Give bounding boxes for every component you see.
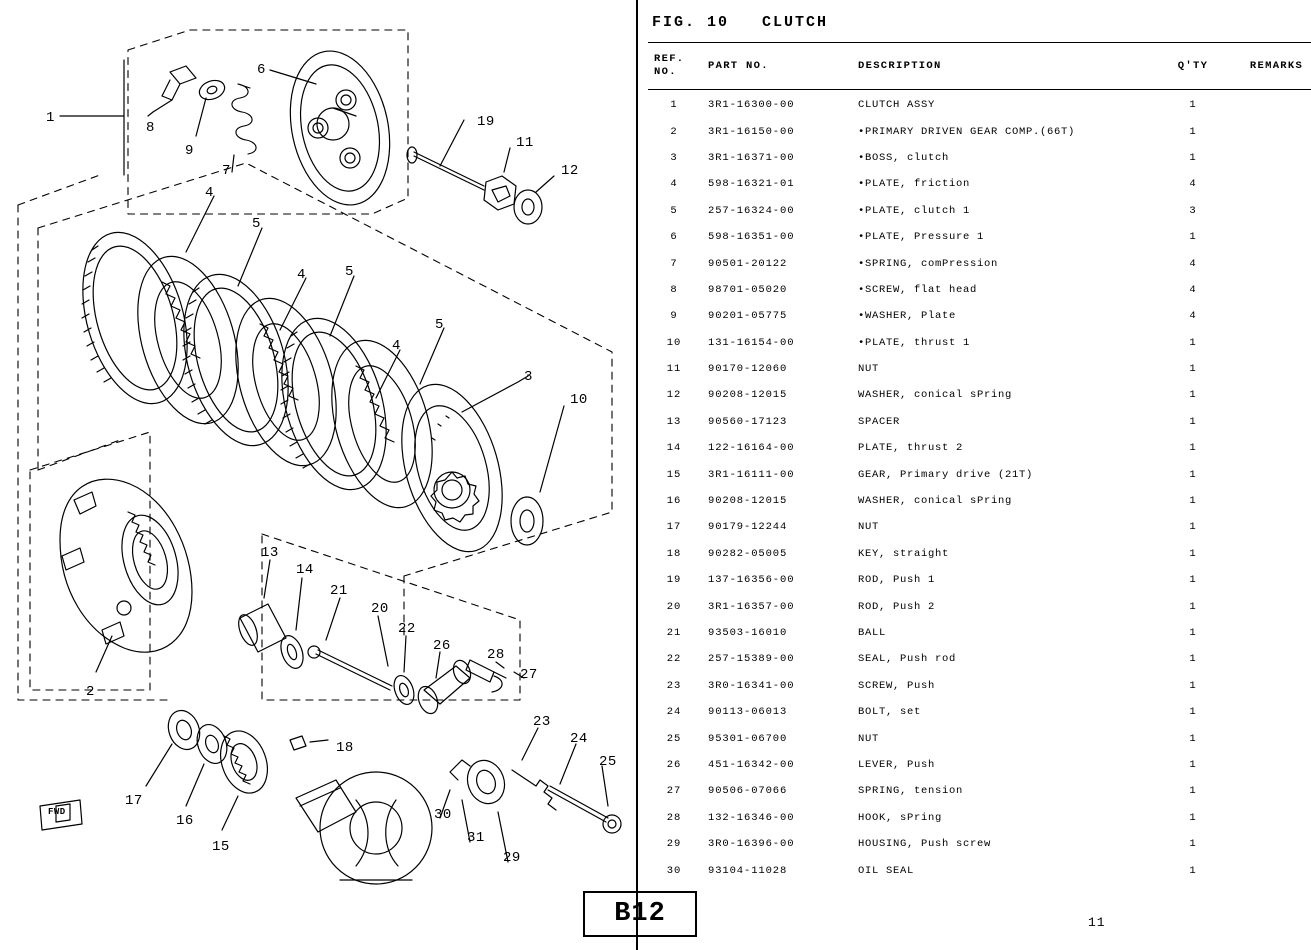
table-row (648, 620, 1311, 646)
figure-title: FIG. 10 CLUTCH (652, 14, 829, 31)
cell-qty: 1 (1189, 547, 1197, 560)
cell-ref-no: 7 (670, 257, 678, 270)
cell-ref-no: 24 (666, 706, 682, 719)
cell-ref-no: 26 (666, 758, 682, 771)
table-row (648, 277, 1311, 303)
callout-number: 21 (330, 583, 348, 599)
cell-ref-no: 10 (666, 336, 682, 349)
cell-description: •PLATE, Pressure 1 (858, 231, 985, 244)
cell-part-no: 93503-16010 (708, 627, 788, 639)
cell-part-no: 451-16342-00 (708, 758, 795, 771)
parts-table-panel (640, 0, 1311, 950)
parts-table-body (648, 90, 1311, 884)
parts-table-header (648, 43, 1311, 90)
cell-part-no: 90208-12015 (708, 389, 788, 402)
table-row (648, 382, 1311, 408)
cell-description: SCREW, Push (858, 679, 936, 692)
cell-description: ROD, Push 1 (858, 574, 936, 587)
cell-description: NUT (858, 521, 880, 534)
cell-qty: 1 (1189, 627, 1197, 639)
cell-ref-no: 12 (666, 389, 682, 402)
cell-qty: 1 (1189, 125, 1197, 138)
cell-remarks (1228, 303, 1311, 329)
callout-number: 29 (503, 850, 521, 866)
cell-qty: 4 (1189, 310, 1197, 323)
cell-part-no: 3R1-16111-00 (708, 468, 795, 481)
cell-ref-no: 23 (666, 679, 682, 692)
callout-number: 18 (336, 740, 354, 756)
callout-number: 25 (599, 754, 617, 770)
cell-part-no: 98701-05020 (708, 283, 788, 296)
cell-description: PLATE, thrust 2 (858, 442, 964, 455)
table-row (648, 752, 1311, 778)
cell-remarks (1228, 752, 1311, 778)
cell-part-no: 132-16346-00 (708, 811, 795, 824)
callout-number: 7 (222, 163, 231, 179)
callout-number: 28 (487, 647, 505, 663)
table-row (648, 435, 1311, 461)
callout-number: 5 (252, 216, 261, 232)
cell-ref-no: 21 (666, 627, 682, 639)
parts-table (648, 42, 1311, 884)
table-row (648, 514, 1311, 540)
cell-remarks (1228, 646, 1311, 672)
cell-remarks (1228, 725, 1311, 751)
cell-remarks (1228, 198, 1311, 224)
cell-remarks (1228, 488, 1311, 514)
cell-part-no: 598-16321-01 (708, 178, 795, 191)
callout-number: 11 (516, 135, 534, 151)
cell-remarks (1228, 171, 1311, 197)
cell-part-no: 131-16154-00 (708, 336, 795, 349)
cell-description: •PLATE, friction (858, 178, 971, 191)
table-row (648, 118, 1311, 144)
header-part-no: PART NO. (700, 43, 848, 90)
cell-qty: 1 (1189, 151, 1197, 164)
cell-ref-no: 27 (666, 785, 682, 798)
callout-number: 13 (261, 545, 279, 561)
callout-number: 9 (185, 143, 194, 159)
cell-remarks (1228, 90, 1311, 119)
cell-part-no: 598-16351-00 (708, 231, 795, 244)
cell-remarks (1228, 857, 1311, 883)
cell-part-no: 93104-11028 (708, 864, 788, 877)
callout-number: 6 (257, 62, 266, 78)
table-row (648, 145, 1311, 171)
cell-description: •WASHER, Plate (858, 310, 957, 323)
cell-qty: 1 (1189, 495, 1197, 508)
callout-number: 12 (561, 163, 579, 179)
cell-part-no: 90501-20122 (708, 257, 788, 270)
cell-ref-no: 19 (666, 574, 682, 587)
cell-part-no: 3R1-16150-00 (708, 125, 795, 138)
cell-description: •PRIMARY DRIVEN GEAR COMP.(66T) (858, 125, 1076, 138)
cell-remarks (1228, 620, 1311, 646)
cell-part-no: 3R0-16396-00 (708, 838, 795, 851)
cell-remarks (1228, 277, 1311, 303)
table-row (648, 409, 1311, 435)
cell-description: SPACER (858, 415, 901, 428)
table-row (648, 857, 1311, 883)
cell-remarks (1228, 593, 1311, 619)
cell-ref-no: 6 (670, 231, 678, 244)
cell-ref-no: 29 (666, 838, 682, 851)
cell-description: WASHER, conical sPring (858, 389, 1013, 402)
page-number: 11 (1088, 915, 1106, 930)
cell-qty: 4 (1189, 257, 1197, 270)
callout-number: 23 (533, 714, 551, 730)
section-code-label: B12 (614, 899, 666, 929)
cell-part-no: 90208-12015 (708, 495, 788, 508)
callout-number: 19 (477, 114, 495, 130)
callout-number: 24 (570, 731, 588, 747)
callout-number: 17 (125, 793, 143, 809)
cell-part-no: 3R1-16357-00 (708, 600, 795, 613)
cell-qty: 1 (1189, 600, 1197, 613)
callout-number: 5 (435, 317, 444, 333)
cell-ref-no: 1 (670, 99, 678, 112)
cell-remarks (1228, 224, 1311, 250)
cell-remarks (1228, 145, 1311, 171)
cell-remarks (1228, 435, 1311, 461)
cell-ref-no: 3 (670, 151, 678, 164)
table-row (648, 725, 1311, 751)
cell-remarks (1228, 250, 1311, 276)
cell-part-no: 95301-06700 (708, 732, 788, 745)
cell-remarks (1228, 778, 1311, 804)
cell-description: KEY, straight (858, 547, 950, 560)
table-row (648, 90, 1311, 119)
table-row (648, 198, 1311, 224)
cell-ref-no: 30 (666, 864, 682, 877)
cell-ref-no: 25 (666, 732, 682, 745)
table-row (648, 224, 1311, 250)
cell-remarks (1228, 356, 1311, 382)
cell-remarks (1228, 673, 1311, 699)
header-ref-line2: NO. (654, 66, 677, 78)
cell-part-no: 90113-06013 (708, 706, 788, 719)
table-row (648, 541, 1311, 567)
header-ref-line1: REF. (654, 52, 685, 65)
cell-qty: 1 (1189, 653, 1197, 666)
table-row (648, 831, 1311, 857)
callout-number: 3 (524, 369, 533, 385)
table-row (648, 356, 1311, 382)
cell-qty: 4 (1189, 283, 1197, 296)
cell-qty: 1 (1189, 389, 1197, 402)
cell-part-no: 90506-07066 (708, 785, 788, 798)
callout-number: 5 (345, 264, 354, 280)
cell-part-no: 90560-17123 (708, 415, 788, 428)
cell-description: •BOSS, clutch (858, 151, 950, 164)
cell-description: SPRING, tension (858, 785, 964, 798)
panel-divider (636, 0, 638, 950)
table-row (648, 805, 1311, 831)
cell-description: •SCREW, flat head (858, 283, 978, 296)
callout-number: 30 (434, 807, 452, 823)
cell-part-no: 3R0-16341-00 (708, 679, 795, 692)
header-remarks: REMARKS (1228, 43, 1311, 90)
cell-ref-no: 28 (666, 811, 682, 824)
fwd-label: FWD (48, 807, 66, 817)
cell-qty: 4 (1189, 178, 1197, 191)
cell-ref-no: 5 (670, 204, 678, 217)
cell-ref-no: 20 (666, 600, 682, 613)
cell-qty: 3 (1189, 204, 1197, 217)
cell-ref-no: 15 (666, 468, 682, 481)
cell-description: BOLT, set (858, 706, 922, 719)
cell-description: HOOK, sPring (858, 811, 943, 824)
cell-description: •PLATE, thrust 1 (858, 336, 971, 349)
callout-number: 2 (86, 684, 95, 700)
cell-description: LEVER, Push (858, 758, 936, 771)
cell-qty: 1 (1189, 442, 1197, 455)
table-row (648, 778, 1311, 804)
callout-number: 10 (570, 392, 588, 408)
cell-remarks (1228, 461, 1311, 487)
cell-description: HOUSING, Push screw (858, 838, 992, 851)
cell-ref-no: 8 (670, 283, 678, 296)
cell-qty: 1 (1189, 811, 1197, 824)
cell-qty: 1 (1189, 336, 1197, 349)
callout-number: 1 (46, 110, 55, 126)
table-row (648, 330, 1311, 356)
cell-ref-no: 18 (666, 547, 682, 560)
cell-remarks (1228, 330, 1311, 356)
cell-remarks (1228, 699, 1311, 725)
cell-part-no: 257-16324-00 (708, 204, 795, 217)
cell-remarks (1228, 805, 1311, 831)
table-row (648, 646, 1311, 672)
cell-remarks (1228, 409, 1311, 435)
cell-description: SEAL, Push rod (858, 653, 957, 666)
header-ref-no (648, 43, 700, 90)
table-header-row (648, 43, 1311, 90)
diagram-callout-layer (0, 0, 636, 950)
cell-part-no: 90201-05775 (708, 310, 788, 323)
table-row (648, 699, 1311, 725)
cell-part-no: 90179-12244 (708, 521, 788, 534)
cell-qty: 1 (1189, 679, 1197, 692)
cell-qty: 1 (1189, 231, 1197, 244)
callout-number: 4 (392, 338, 401, 354)
cell-qty: 1 (1189, 838, 1197, 851)
cell-qty: 1 (1189, 732, 1197, 745)
header-qty: Q'TY (1158, 43, 1228, 90)
callout-number: 16 (176, 813, 194, 829)
cell-qty: 1 (1189, 415, 1197, 428)
callout-number: 8 (146, 120, 155, 136)
cell-remarks (1228, 118, 1311, 144)
callout-number: 15 (212, 839, 230, 855)
table-row (648, 303, 1311, 329)
cell-remarks (1228, 831, 1311, 857)
cell-ref-no: 13 (666, 415, 682, 428)
cell-qty: 1 (1189, 363, 1197, 376)
cell-qty: 1 (1189, 864, 1197, 877)
callout-number: 4 (205, 185, 214, 201)
cell-ref-no: 14 (666, 442, 682, 455)
cell-qty: 1 (1189, 785, 1197, 798)
cell-qty: 1 (1189, 468, 1197, 481)
callout-number: 31 (467, 830, 485, 846)
table-row (648, 488, 1311, 514)
cell-description: BALL (858, 627, 887, 639)
clutch-exploded-diagram (0, 0, 636, 950)
cell-part-no: 122-16164-00 (708, 442, 795, 455)
table-row (648, 567, 1311, 593)
cell-description: NUT (858, 363, 880, 376)
callout-number: 26 (433, 638, 451, 654)
cell-part-no: 3R1-16371-00 (708, 151, 795, 164)
cell-description: •PLATE, clutch 1 (858, 204, 971, 217)
cell-remarks (1228, 567, 1311, 593)
cell-qty: 1 (1189, 574, 1197, 587)
table-row (648, 250, 1311, 276)
table-row (648, 171, 1311, 197)
cell-description: OIL SEAL (858, 864, 915, 877)
cell-part-no: 90170-12060 (708, 363, 788, 376)
fwd-direction-badge (40, 800, 82, 828)
cell-description: ROD, Push 2 (858, 600, 936, 613)
cell-qty: 1 (1189, 521, 1197, 534)
cell-part-no: 137-16356-00 (708, 574, 795, 587)
table-row (648, 593, 1311, 619)
cell-ref-no: 11 (666, 363, 682, 376)
cell-ref-no: 4 (670, 178, 678, 191)
callout-number: 22 (398, 621, 416, 637)
cell-qty: 1 (1189, 706, 1197, 719)
callout-number: 14 (296, 562, 314, 578)
cell-description: NUT (858, 732, 880, 745)
cell-description: •SPRING, comPression (858, 257, 999, 270)
cell-ref-no: 17 (666, 521, 682, 534)
cell-ref-no: 9 (670, 310, 678, 323)
cell-qty: 1 (1189, 758, 1197, 771)
table-row (648, 461, 1311, 487)
cell-ref-no: 22 (666, 653, 682, 666)
cell-part-no: 90282-05005 (708, 547, 788, 560)
table-row (648, 673, 1311, 699)
cell-remarks (1228, 541, 1311, 567)
callout-number: 20 (371, 601, 389, 617)
callout-number: 27 (520, 667, 538, 683)
section-code-box (583, 891, 697, 937)
cell-part-no: 3R1-16300-00 (708, 99, 795, 112)
cell-remarks (1228, 382, 1311, 408)
header-description: DESCRIPTION (848, 43, 1158, 90)
cell-ref-no: 16 (666, 495, 682, 508)
cell-qty: 1 (1189, 99, 1197, 112)
cell-remarks (1228, 514, 1311, 540)
cell-description: GEAR, Primary drive (21T) (858, 468, 1034, 481)
cell-description: WASHER, conical sPring (858, 495, 1013, 508)
callout-number: 4 (297, 267, 306, 283)
cell-ref-no: 2 (670, 125, 678, 138)
cell-description: CLUTCH ASSY (858, 99, 936, 112)
cell-part-no: 257-15389-00 (708, 653, 795, 666)
